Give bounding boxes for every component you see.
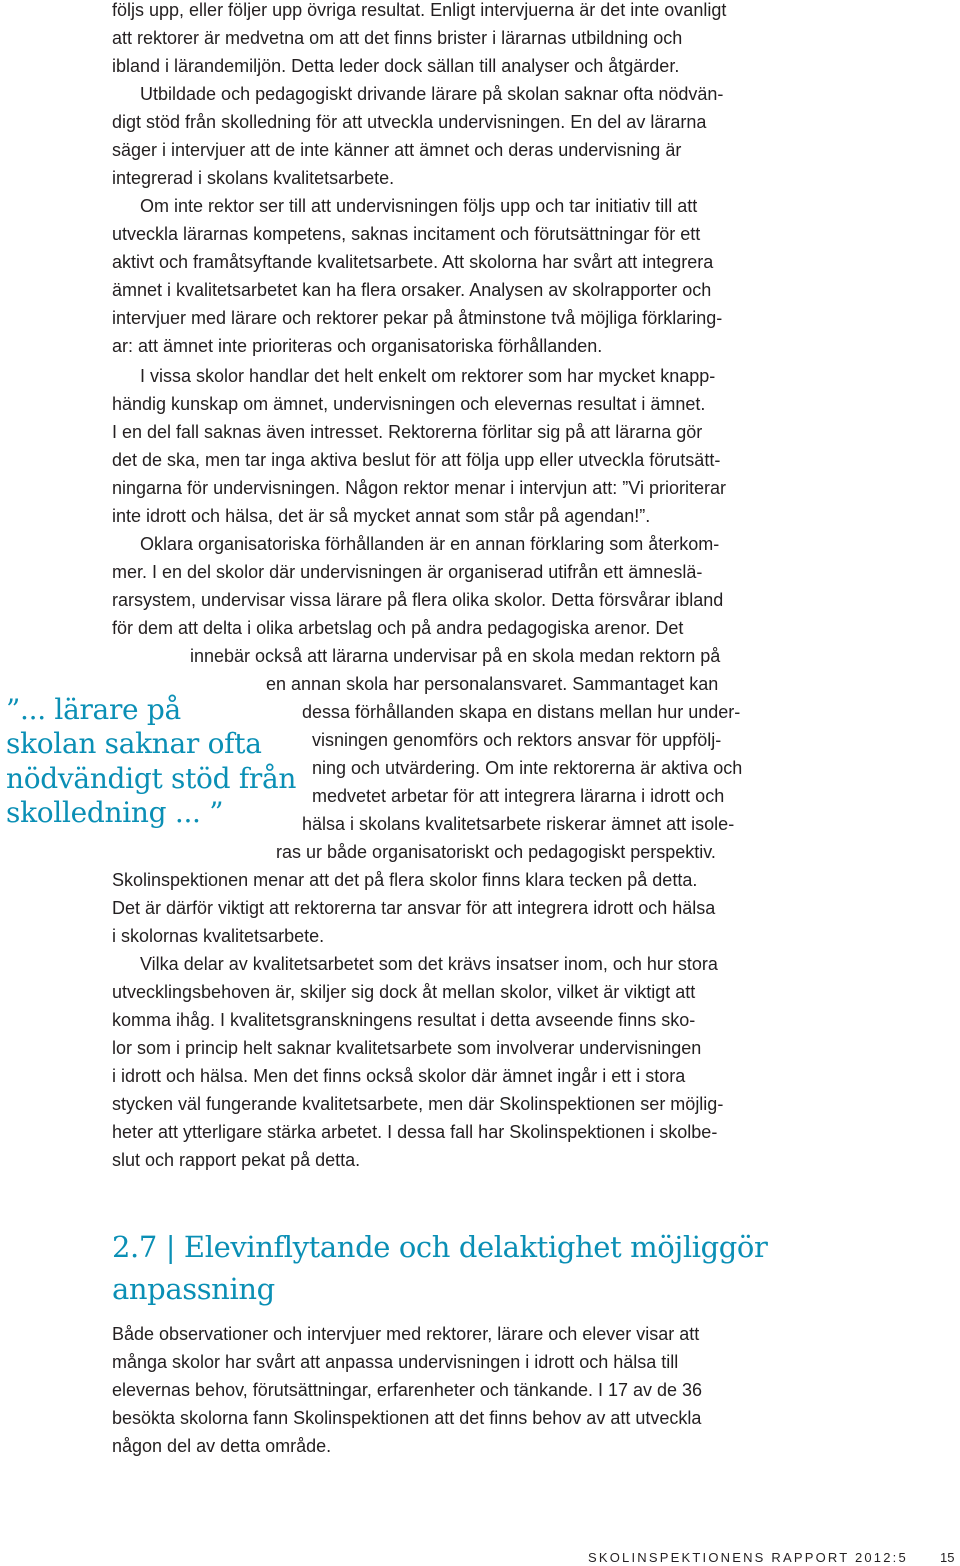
section-line: elevernas behov, förutsättningar, erfarenheter och tänkande. I 17 av de 36: [112, 1380, 703, 1400]
pull-quote-line: ”... lärare på: [6, 693, 181, 726]
body-line: Det är därför viktigt att rektorerna tar ansvar för att integrera idrott och hälsa: [112, 898, 716, 918]
footer-report-title: SKOLINSPEKTIONENS RAPPORT 2012:5: [588, 1550, 908, 1565]
body-line: stycken väl fungerande kvalitetsarbete, men där Skolinspektionen ser möjlig-: [112, 1094, 724, 1114]
body-line: mer. I en del skolor där undervisningen är organiserad utifrån ett ämneslä-: [112, 562, 703, 582]
body-line: för dem att delta i olika arbetslag och på andra pedagogiska arenor. Det: [112, 618, 684, 638]
pull-quote-line: skolan saknar ofta: [6, 727, 262, 760]
body-line: digt stöd från skolledning för att utveckla undervisningen. En del av lärarna: [112, 112, 707, 132]
section-line: många skolor har svårt att anpassa undervisningen i idrott och hälsa till: [112, 1352, 679, 1372]
body-line: lor som i princip helt saknar kvalitetsarbete som involverar undervisningen: [112, 1038, 702, 1058]
body-line: Vilka delar av kvalitetsarbetet som det krävs insatser inom, och hur stora: [140, 954, 718, 974]
body-line: integrerad i skolans kvalitetsarbete.: [112, 168, 395, 188]
pull-quote-line: skolledning ... ”: [6, 796, 224, 829]
body-line: ämnet i kvalitetsarbetet kan ha flera orsaker. Analysen av skolrapporter och: [112, 280, 712, 300]
body-line: ningarna för undervisningen. Någon rektor menar i intervjun att: ”Vi prioriterar: [112, 478, 726, 498]
body-line: intervjuer med lärare och rektorer pekar på åtminstone två möjliga förklaring-: [112, 308, 723, 328]
body-line: i skolornas kvalitetsarbete.: [112, 926, 325, 946]
body-line: innebär också att lärarna undervisar på en skola medan rektorn på: [190, 646, 721, 666]
body-line: ning och utvärdering. Om inte rektorerna är aktiva och: [312, 758, 743, 778]
body-line: heter att ytterligare stärka arbetet. I dessa fall har Skolinspektionen i skolbe-: [112, 1122, 718, 1142]
body-line: inte idrott och hälsa, det är så mycket annat som står på agendan!”.: [112, 506, 651, 526]
body-line: ras ur både organisatoriskt och pedagogiskt perspektiv.: [276, 842, 716, 862]
section-heading-line: 2.7 | Elevinflytande och delaktighet möjliggör: [112, 1230, 768, 1264]
body-line: Oklara organisatoriska förhållanden är en annan förklaring som återkom-: [140, 534, 720, 554]
body-line: händig kunskap om ämnet, undervisningen och elevernas resultat i ämnet.: [112, 394, 706, 414]
body-line: I vissa skolor handlar det helt enkelt om rektorer som har mycket knapp-: [140, 366, 716, 386]
page-number: 15: [940, 1550, 955, 1565]
body-line: att rektorer är medvetna om att det finns brister i lärarnas utbildning och: [112, 28, 683, 48]
body-line: utvecklingsbehoven är, skiljer sig dock åt mellan skolor, vilket är viktigt att: [112, 982, 696, 1002]
section-heading-line: anpassning: [112, 1272, 275, 1306]
body-line: komma ihåg. I kvalitetsgranskningens resultat i detta avseende finns sko-: [112, 1010, 696, 1030]
body-line: det de ska, men tar inga aktiva beslut för att följa upp eller utveckla förutsätt-: [112, 450, 721, 470]
body-line: visningen genomförs och rektors ansvar för uppfölj-: [312, 730, 722, 750]
pull-quote-line: nödvändigt stöd från: [6, 762, 297, 795]
body-line: aktivt och framåtsyftande kvalitetsarbete. Att skolorna har svårt att integrera: [112, 252, 714, 272]
body-line: säger i intervjuer att de inte känner att ämnet och deras undervisning är: [112, 140, 682, 160]
body-line: medvetet arbetar för att integrera lärarna i idrott och: [312, 786, 725, 806]
body-line: utveckla lärarnas kompetens, saknas incitament och förutsättningar för ett: [112, 224, 701, 244]
body-line: hälsa i skolans kvalitetsarbete riskerar ämnet att isole-: [302, 814, 735, 834]
section-line: Både observationer och intervjuer med rektorer, lärare och elever visar att: [112, 1324, 700, 1344]
body-line: Skolinspektionen menar att det på flera skolor finns klara tecken på detta.: [112, 870, 698, 890]
section-line: besökta skolorna fann Skolinspektionen att det finns behov av att utveckla: [112, 1408, 702, 1428]
body-line: i idrott och hälsa. Men det finns också skolor där ämnet ingår i ett i stora: [112, 1066, 686, 1086]
body-line: följs upp, eller följer upp övriga resultat. Enligt intervjuerna är det inte ovanligt: [112, 0, 727, 20]
body-line: ar: att ämnet inte prioriteras och organisatoriska förhållanden.: [112, 336, 603, 356]
body-line: Om inte rektor ser till att undervisningen följs upp och tar initiativ till att: [140, 196, 698, 216]
body-line: I en del fall saknas även intresset. Rektorerna förlitar sig på att lärarna gör: [112, 422, 703, 442]
body-line: Utbildade och pedagogiskt drivande lärare på skolan saknar ofta nödvän-: [140, 84, 724, 104]
body-line: ibland i lärandemiljön. Detta leder dock sällan till analyser och åtgärder.: [112, 56, 680, 76]
section-line: någon del av detta område.: [112, 1436, 332, 1456]
body-line: dessa förhållanden skapa en distans mellan hur under-: [302, 702, 741, 722]
body-line: slut och rapport pekat på detta.: [112, 1150, 361, 1170]
body-line: rarsystem, undervisar vissa lärare på flera olika skolor. Detta försvårar ibland: [112, 590, 724, 610]
body-line: en annan skola har personalansvaret. Sammantaget kan: [266, 674, 719, 694]
